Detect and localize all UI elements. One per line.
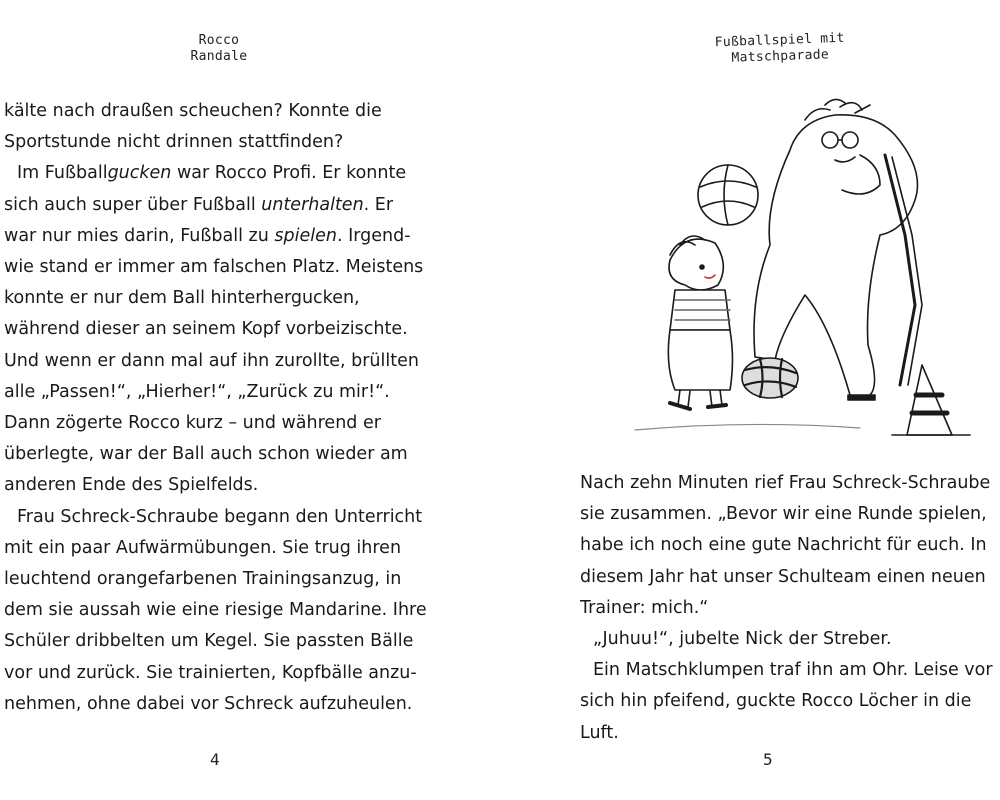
left-body-text [4,96,434,720]
text-line: Und wenn er dann mal auf ihn zurollte, brüllten [4,350,419,371]
ground-line [635,424,860,430]
text-line: Frau Schreck-Schraube begann den Unterricht [17,506,423,527]
text-line: sie zusammen. „Bevor wir eine Runde spielen, [580,504,987,525]
text-fragment: . Er [363,194,394,215]
text-line: habe ich noch eine gute Nachricht für euch. In [580,535,987,556]
text-line: konnte er nur dem Ball hinterhergucken, [4,288,360,309]
text-line: überlegte, war der Ball auch schon wieder am [4,444,408,465]
text-line: anderen Ende des Spielfelds. [4,475,259,496]
text-line: Sportstunde nicht drinnen stattfinden? [4,132,344,153]
text-fragment: war nur mies darin, Fußball zu [4,225,275,246]
text-line [4,221,434,252]
text-line: Dann zögerte Rocco kurz – und während er [4,413,381,434]
text-line: wie stand er immer am falschen Platz. Meistens [4,257,424,278]
running-head-line: Rocco [198,33,240,48]
boy-figure [668,236,732,409]
text-line [4,190,434,221]
muddy-ball-icon [742,358,798,398]
text-line: Schüler dribbelten um Kegel. Sie passten Bälle [4,631,414,652]
text-line: dem sie aussah wie eine riesige Mandarine. Ihre [4,600,427,621]
text-line: diesem Jahr hat unser Schulteam einen neuen [580,566,986,587]
text-line: Trainer: mich.“ [580,597,709,618]
running-head-line: Randale [190,49,248,64]
text-line: Nach zehn Minuten rief Frau Schreck-Schraube [580,473,991,493]
text-line: nehmen, ohne dabei vor Schreck aufzuheulen. [4,693,413,714]
text-fragment-italic: gucken [107,163,172,184]
page-number: 4 [210,750,220,769]
text-fragment: war Rocco Profi. Er konnte [171,163,407,184]
left-running-head [0,33,438,65]
right-page [560,0,1000,800]
text-line: vor und zurück. Sie trainierten, Kopfbälle anzu- [4,662,417,683]
football-icon [698,165,758,225]
text-line: kälte nach draußen scheuchen? Konnte die [4,101,382,121]
text-fragment: Im Fußball [17,163,108,184]
text-fragment-italic: spielen [274,225,337,246]
text-line: sich hin pfeifend, guckte Rocco Löcher in die Luft. [580,691,972,743]
text-line: leuchtend orangefarbenen Trainingsanzug, in [4,569,402,590]
text-line: „Juhuu!“, jubelte Nick der Streber. [593,629,892,650]
coach-figure [754,99,922,400]
right-body-text [580,468,1000,749]
text-fragment: sich auch super über Fußball [4,194,262,215]
text-fragment-italic: unterhalten [261,194,364,215]
running-head-line: Fußballspiel mit [714,30,845,51]
page-number: 5 [763,750,773,769]
running-head-line: Matschparade [731,47,830,66]
text-line: Ein Matschklumpen traf ihn am Ohr. Leise vor [593,660,993,681]
football-illustration [630,95,1000,440]
right-running-head [699,30,860,68]
left-page [0,0,430,800]
text-fragment: . Irgend- [336,225,411,246]
text-line [4,158,434,189]
text-line: alle „Passen!“, „Hierher!“, „Zurück zu mir!“. [4,381,390,402]
text-line: während dieser an seinem Kopf vorbeizischte. [4,319,408,340]
text-line: mit ein paar Aufwärmübungen. Sie trug ihren [4,537,402,558]
traffic-cone-icon [892,365,970,435]
